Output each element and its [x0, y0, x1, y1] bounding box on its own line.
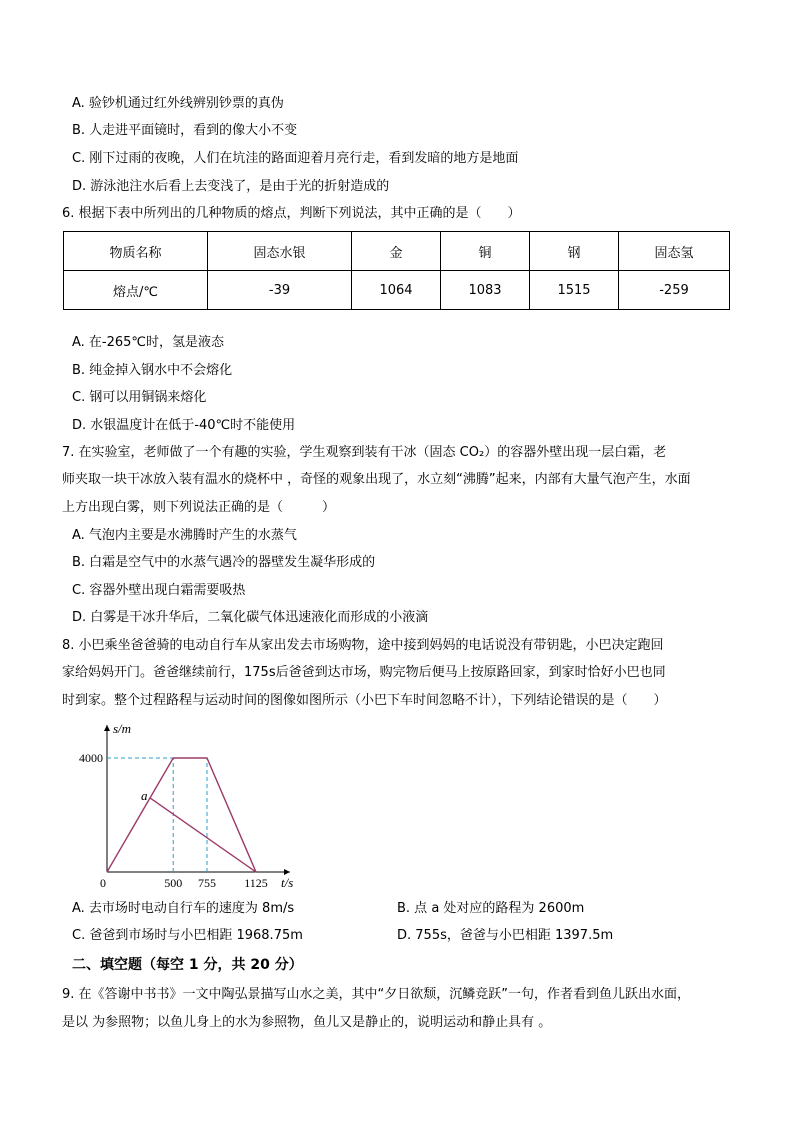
section-title: 二、填空题（每空 1 分，共 20 分）: [72, 957, 303, 973]
q5-option-a: A. 验钞机通过红外线辨别钞票的真伪: [72, 96, 284, 111]
table-header-cell: 固态水银: [208, 232, 352, 271]
q8-stem-line-3: 时到家。整个过程路程与运动时间的图像如图所示（小巴下车时间忽略不计），下列结论错误的是（ ）: [62, 693, 667, 708]
q7-stem-line-3: 上方出现白雾，则下列说法正确的是（ ）: [62, 500, 336, 515]
distance-time-chart: [79, 715, 320, 895]
q8-option-c: C. 爸爸到市场时与小巴相距 1968.75m: [72, 928, 303, 943]
q7-stem-line-1: 7. 在实验室，老师做了一个有趣的实验，学生观察到装有干冰（固态 CO₂）的容器外壁出现一层白霜，老: [62, 445, 667, 460]
x-tick-label: 755: [197, 876, 216, 890]
melting-point-table: [63, 231, 730, 310]
q6-option-d: D. 水银温度计在低于-40℃时不能使用: [72, 418, 296, 433]
table-header-cell: 物质名称: [64, 232, 208, 271]
q6-stem: 6. 根据下表中所列出的几种物质的熔点，判断下列说法，其中正确的是（ ）: [62, 206, 521, 221]
q8-option-d: D. 755s，爸爸与小巴相距 1397.5m: [397, 928, 614, 943]
q8-option-b: B. 点 a 处对应的路程为 2600m: [397, 901, 585, 916]
table-cell: 1064: [352, 271, 441, 310]
q9-stem-line-2: 是以 为参照物；以鱼儿身上的水为参照物，鱼儿又是静止的，说明运动和静止具有 。: [62, 1015, 552, 1030]
table-cell: 1515: [530, 271, 619, 310]
q8-stem-line-2: 家给妈妈开门。爸爸继续前行，175s后爸爸到达市场，购完物后便马上按原路回家，到家时恰好小巴也同: [62, 665, 666, 680]
table-row-label: 熔点/℃: [64, 271, 208, 310]
q7-option-c: C. 容器外壁出现白霜需要吸热: [72, 583, 246, 598]
q8-option-a: A. 去市场时电动自行车的速度为 8m/s: [72, 901, 295, 916]
x-tick-label: 1125: [244, 876, 268, 890]
y-axis-label: s/m: [113, 721, 132, 736]
q6-option-b: B. 纯金掉入钢水中不会熔化: [72, 363, 233, 378]
q7-option-b: B. 白霜是空气中的水蒸气遇冷的器壁发生凝华形成的: [72, 555, 376, 570]
q6-option-c: C. 钢可以用铜锅来熔化: [72, 390, 207, 405]
q5-option-d: D. 游泳池注水后看上去变浅了，是由于光的折射造成的: [72, 179, 390, 194]
series-line: [107, 758, 256, 872]
table-cell: -39: [208, 271, 352, 310]
q9-stem-line-1: 9. 在《答谢中书书》一文中陶弘景描写山水之美，其中“夕日欲颓，沉鳞竞跃”一句，作者看到鱼儿跃出水面，: [62, 987, 691, 1002]
q7-option-a: A. 气泡内主要是水沸腾时产生的水蒸气: [72, 528, 297, 543]
q7-option-d: D. 白雾是干冰升华后，二氧化碳气体迅速液化而形成的小液滴: [72, 610, 429, 625]
table-header-cell: 金: [352, 232, 441, 271]
point-a-label: a: [141, 787, 148, 803]
x-tick-label: 500: [164, 876, 183, 890]
y-tick-label: 4000: [79, 751, 103, 765]
table-cell: -259: [619, 271, 730, 310]
q6-option-a: A. 在-265℃时，氢是液态: [72, 335, 225, 350]
q5-option-c: C. 刚下过雨的夜晚，人们在坑洼的路面迎着月亮行走，看到发暗的地方是地面: [72, 151, 519, 166]
table-header-cell: 铜: [441, 232, 530, 271]
table-header-row: [64, 232, 730, 271]
table-cell: 1083: [441, 271, 530, 310]
q7-stem-line-2: 师夹取一块干冰放入装有温水的烧杯中 ，奇怪的观象出现了，水立刻“沸腾”起来，内部有大量气泡产生，水面: [62, 472, 691, 487]
table-row: [64, 271, 730, 310]
q8-stem-line-1: 8. 小巴乘坐爸爸骑的电动自行车从家出发去市场购物，途中接到妈妈的电话说没有带钥匙，小巴决定跑回: [62, 638, 664, 653]
table-header-cell: 钢: [530, 232, 619, 271]
x-axis-label: t/s: [281, 875, 294, 890]
q5-option-b: B. 人走进平面镜时，看到的像大小不变: [72, 123, 298, 138]
table-header-cell: 固态氢: [619, 232, 730, 271]
x-tick-label: 0: [100, 876, 106, 890]
